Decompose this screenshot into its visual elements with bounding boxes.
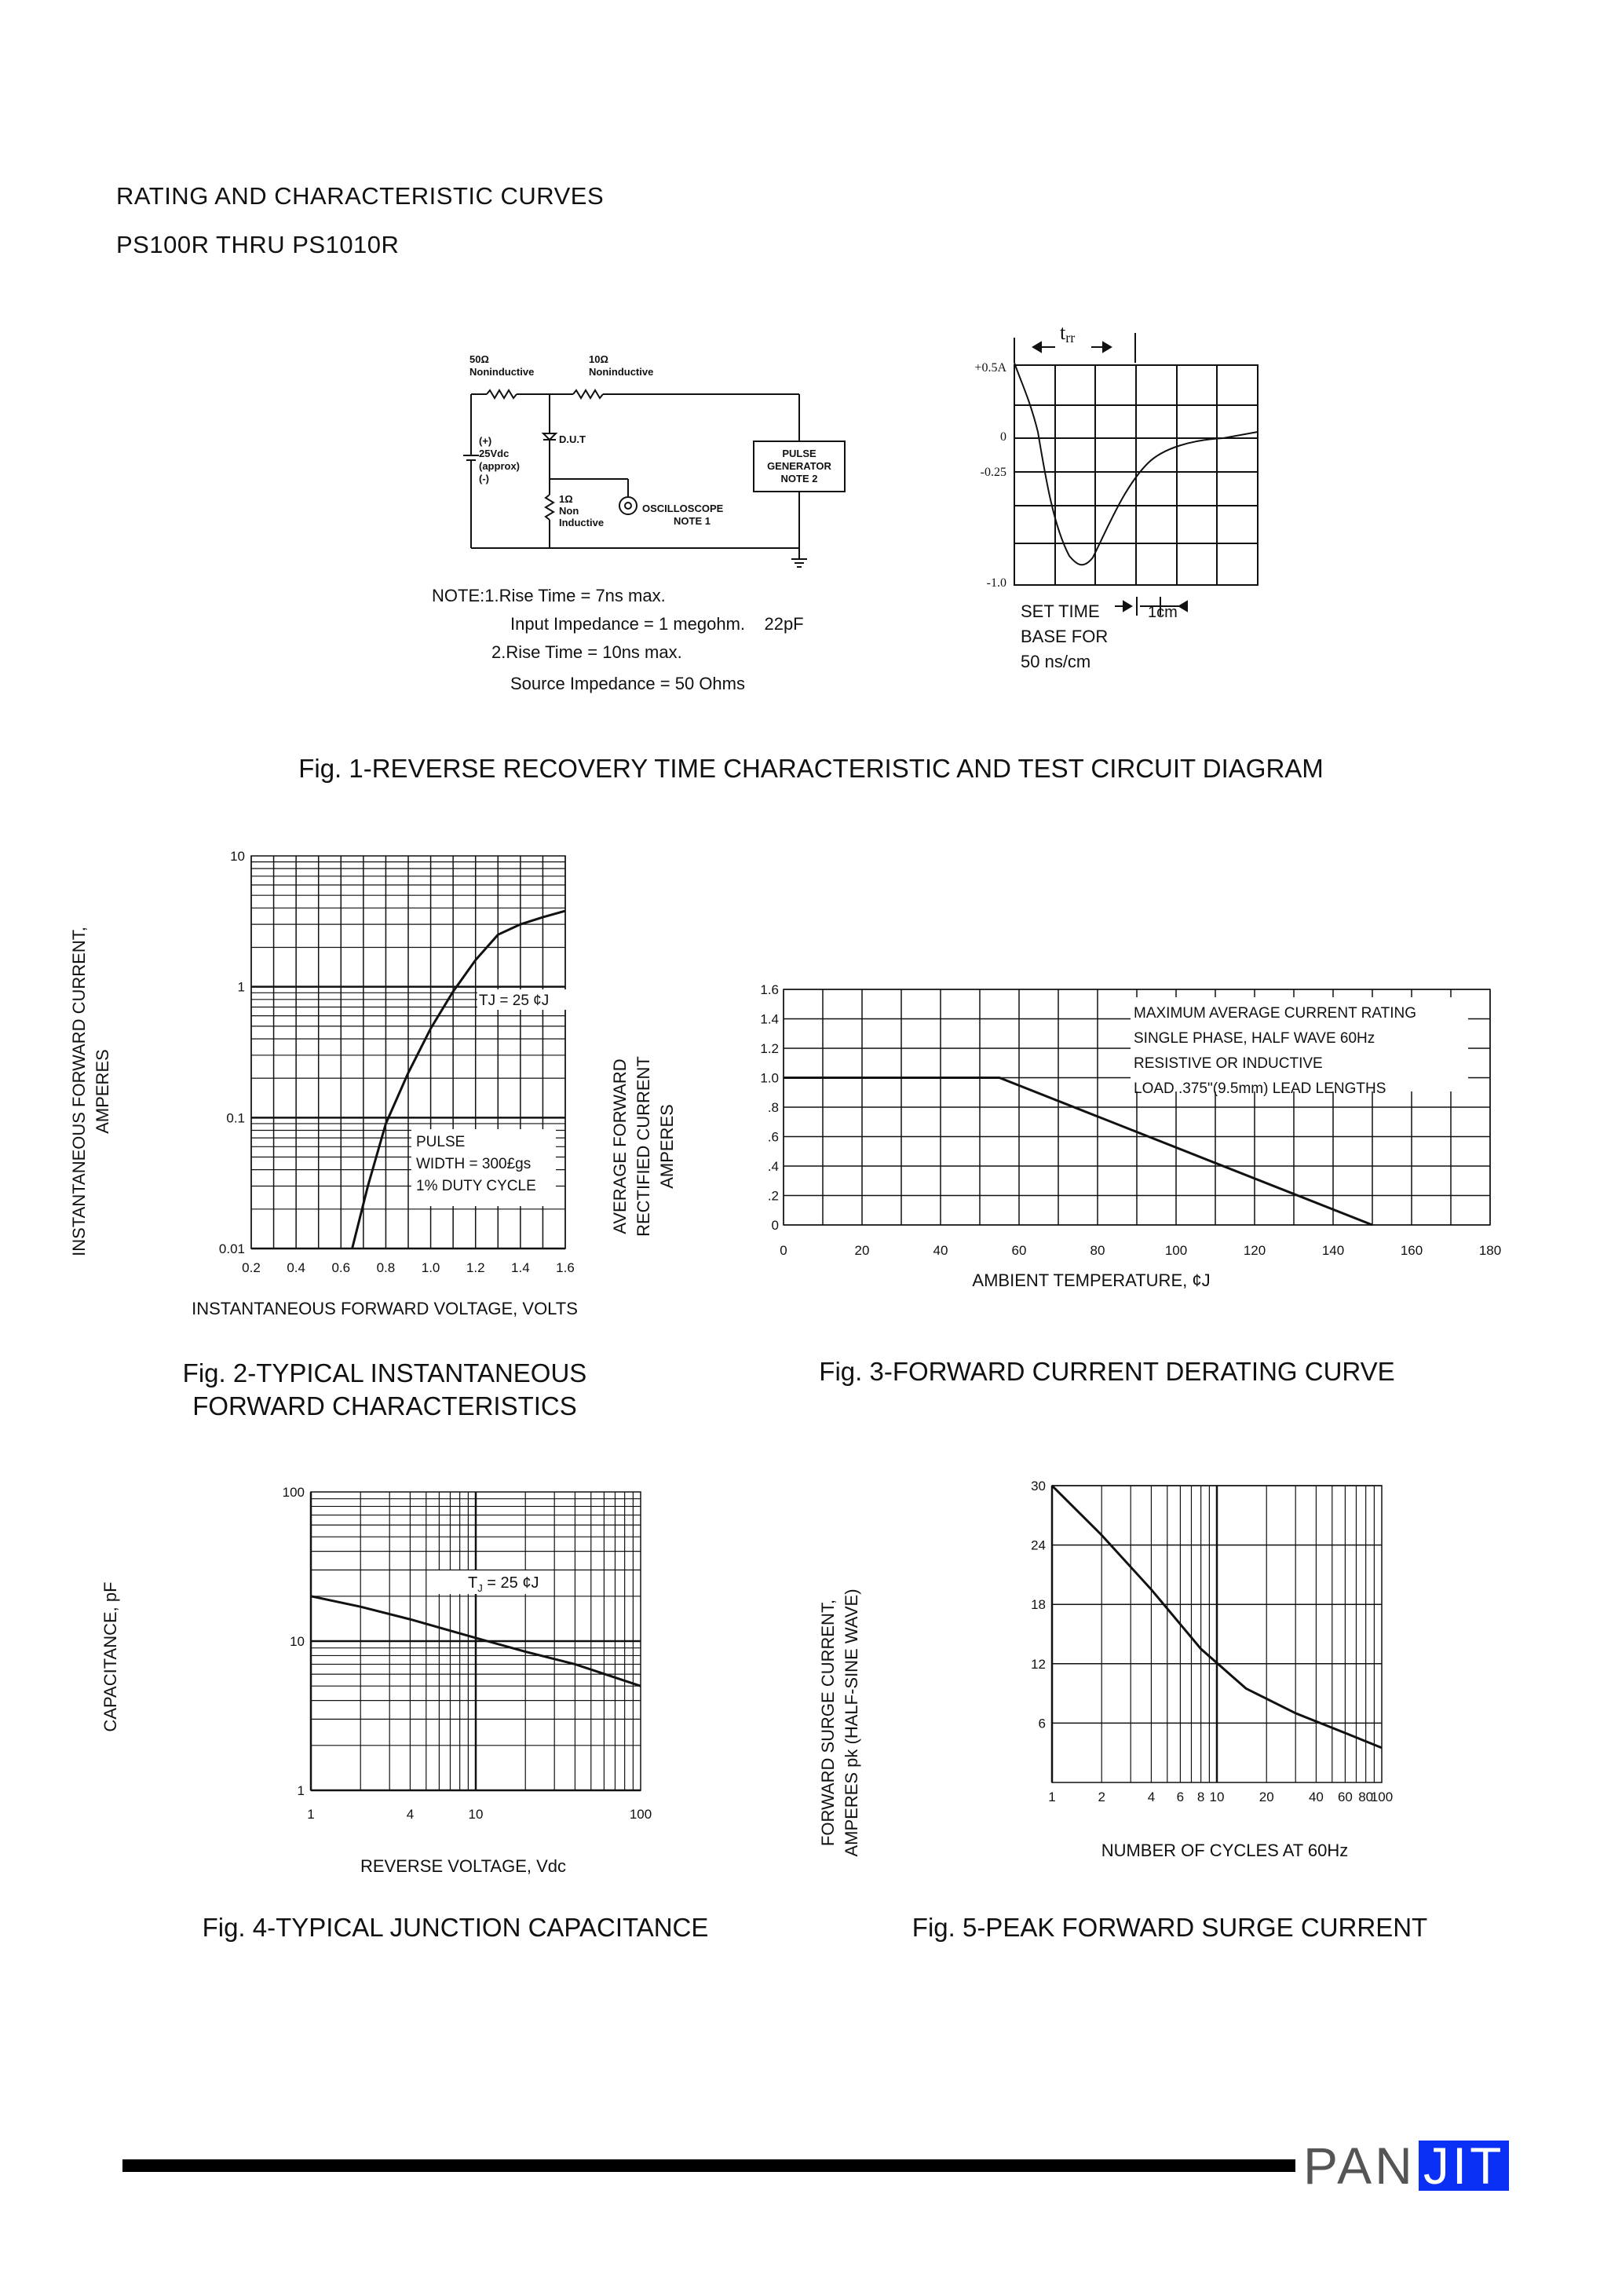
fig1-caption: Fig. 1-REVERSE RECOVERY TIME CHARACTERISTIC AND TEST CIRCUIT DIAGRAM (298, 754, 1324, 783)
supply-minus: (-) (479, 473, 489, 484)
r10-value: 10Ω (589, 353, 608, 365)
reverse-recovery-waveform (958, 314, 1272, 691)
fig3-xlabel: AMBIENT TEMPERATURE, ¢J (972, 1270, 1211, 1290)
wave-ytick-0: 0 (1000, 430, 1006, 444)
fig3-xtick: 100 (1164, 1243, 1188, 1258)
supply-plus: (+) (479, 435, 492, 447)
fig2-annotation-width: WIDTH = 300£gs (416, 1156, 532, 1172)
wave-ytick-025: -0.25 (980, 466, 1006, 479)
note-1b: Input Impedance = 1 megohm. 22pF (510, 614, 804, 634)
fig2-xtick: 0.4 (287, 1260, 305, 1275)
test-circuit-diagram (440, 345, 864, 581)
fig3-annotation-1: MAXIMUM AVERAGE CURRENT RATING (1134, 1005, 1416, 1022)
fig5-xtick: 4 (1147, 1790, 1156, 1804)
fig5-ytick: 6 (1038, 1716, 1046, 1731)
pulse-gen-line2: GENERATOR (767, 460, 831, 472)
fig4-xlabel: REVERSE VOLTAGE, Vdc (360, 1856, 567, 1876)
oscilloscope-label: OSCILLOSCOPE (642, 503, 724, 514)
fig2-annotation-pulse: PULSE (416, 1134, 466, 1150)
fig2-caption: Fig. 2-TYPICAL INSTANTANEOUS FORWARD CHARACTERISTICS (182, 1358, 587, 1420)
r1-value: 1Ω (559, 493, 573, 505)
fig2-annotation-tj: TJ = 25 ¢J (479, 993, 550, 1009)
fig5-xtick: 1 (1048, 1790, 1056, 1804)
fig3-ytick: .6 (767, 1129, 779, 1145)
fig2-ytick: 10 (230, 849, 245, 864)
set-time-label: SET TIME (1021, 601, 1100, 621)
fig5-caption: Fig. 5-PEAK FORWARD SURGE CURRENT (911, 1913, 1428, 1942)
fig3-xtick: 140 (1321, 1243, 1345, 1258)
fig2-ytick: 0.01 (218, 1241, 245, 1256)
pulse-gen-line3: NOTE 2 (780, 473, 818, 484)
fig4-ytick: 1 (297, 1783, 305, 1798)
fig3-ytick: 0 (771, 1218, 779, 1233)
fig4-chart (267, 1468, 675, 1830)
logo-pan: PAN (1303, 2137, 1416, 2195)
fig3-ytick: .4 (767, 1159, 779, 1174)
fig5-xtick: 40 (1308, 1790, 1324, 1804)
fig3-xtick: 0 (780, 1243, 787, 1258)
fig4-ytick: 10 (290, 1634, 305, 1649)
fig4-caption: Fig. 4-TYPICAL JUNCTION CAPACITANCE (202, 1913, 709, 1942)
fig3-xtick: 180 (1478, 1243, 1502, 1258)
pulse-gen-line1: PULSE (782, 448, 816, 459)
fig5-xtick: 10 (1209, 1790, 1225, 1804)
fig2-ytick: 0.1 (226, 1110, 245, 1126)
fig2-annotation-duty: 1% DUTY CYCLE (416, 1178, 536, 1194)
fig5-ytick: 12 (1031, 1656, 1046, 1672)
fig4-ylabel: CAPACITANCE, pF (100, 1581, 120, 1732)
fig5-xlabel: NUMBER OF CYCLES AT 60Hz (1101, 1841, 1349, 1860)
fig3-xtick: 120 (1243, 1243, 1266, 1258)
fig3-chart (738, 974, 1523, 1272)
fig3-xtick: 60 (1011, 1243, 1027, 1258)
fig3-xtick: 20 (854, 1243, 870, 1258)
fig5-ylabel: FORWARD SURGE CURRENT, AMPERES pk (HALF-SINE WAVE) (818, 1589, 861, 1857)
footer-rule (122, 2159, 1295, 2172)
fig5-xtick: 6 (1176, 1790, 1185, 1804)
panjit-logo (1303, 2137, 1509, 2194)
header-title: RATING AND CHARACTERISTIC CURVES (116, 182, 605, 210)
note-2b: Source Impedance = 50 Ohms (510, 674, 745, 693)
wave-ytick-10: -1.0 (986, 576, 1006, 590)
fig5-ytick: 18 (1031, 1597, 1046, 1613)
r50-value: 50Ω (469, 353, 489, 365)
fig3-series-line (784, 1078, 1372, 1226)
note-2: 2.Rise Time = 10ns max. (491, 642, 682, 662)
fig5-xtick: 2 (1098, 1790, 1105, 1804)
fig4-annotation-tj: $T_J = 25$ ¢J (468, 1574, 539, 1594)
fig3-ytick: 1.2 (760, 1041, 779, 1056)
fig2-ytick: 1 (237, 979, 245, 995)
fig3-xtick: 40 (933, 1243, 948, 1258)
dut-label: D.U.T (559, 433, 586, 445)
fig3-xtick: 160 (1400, 1243, 1423, 1258)
r1-non: Non (559, 505, 579, 517)
supply-voltage: 25Vdc (479, 448, 510, 459)
fig5-ytick: 24 (1031, 1537, 1046, 1553)
fig3-annotation-4: LOAD .375"(9.5mm) LEAD LENGTHS (1134, 1080, 1386, 1097)
wave-ytick-05: +0.5A (974, 361, 1006, 375)
fig5-xtick: 80 (1358, 1790, 1374, 1804)
fig5-chart (1005, 1468, 1413, 1814)
fig2-xtick: 0.8 (376, 1260, 396, 1275)
header-part-range: PS100R THRU PS1010R (116, 231, 400, 258)
fig2-xtick: 0.6 (331, 1260, 351, 1275)
fig4-xtick: 4 (406, 1807, 415, 1822)
supply-approx: (approx) (479, 460, 520, 472)
fig4-ytick: 100 (282, 1485, 305, 1500)
fig2-xtick: 1.6 (556, 1260, 575, 1275)
fig3-caption: Fig. 3-FORWARD CURRENT DERATING CURVE (819, 1357, 1395, 1386)
cm-label: 1cm (1148, 604, 1178, 621)
fig3-ylabel: AVERAGE FORWARD RECTIFIED CURRENT AMPERES (610, 1056, 677, 1237)
fig5-xtick: 8 (1196, 1790, 1205, 1804)
fig3-xtick: 80 (1090, 1243, 1105, 1258)
fig5-xtick: 60 (1337, 1790, 1353, 1804)
fig5-ytick: 30 (1031, 1479, 1046, 1493)
fig2-xtick: 1.4 (511, 1260, 530, 1275)
fig4-xtick: 10 (468, 1807, 484, 1822)
fig2-ylabel: INSTANTANEOUS FORWARD CURRENT, AMPERES (69, 927, 112, 1256)
note-1: NOTE:1.Rise Time = 7ns max. (432, 586, 666, 605)
trr-label: trr (1060, 321, 1076, 345)
fig3-ytick: .8 (767, 1100, 779, 1115)
fig3-annotation-2: SINGLE PHASE, HALF WAVE 60Hz (1134, 1030, 1375, 1047)
fig2-xtick: 1.2 (466, 1260, 485, 1275)
fig3-ytick: .2 (767, 1188, 779, 1204)
logo-jit: JIT (1419, 2141, 1510, 2191)
fig5-xtick: 100 (1370, 1790, 1394, 1804)
fig3-annotation-3: RESISTIVE OR INDUCTIVE (1134, 1055, 1323, 1072)
fig3-ytick: 1.6 (760, 982, 779, 997)
fig4-xtick: 100 (629, 1807, 652, 1822)
fig2-xlabel: INSTANTANEOUS FORWARD VOLTAGE, VOLTS (192, 1299, 578, 1318)
r10-desc: Noninductive (589, 366, 654, 378)
r1-inductive: Inductive (559, 517, 605, 528)
fig2-chart (149, 832, 652, 1319)
ns-per-cm-label: 50 ns/cm (1021, 652, 1091, 671)
oscilloscope-note: NOTE 1 (674, 515, 711, 527)
fig2-xtick: 1.0 (421, 1260, 440, 1275)
fig2-xtick: 0.2 (242, 1260, 261, 1275)
base-for-label: BASE FOR (1021, 627, 1109, 646)
fig4-xtick: 1 (307, 1807, 315, 1822)
fig5-xtick: 20 (1259, 1790, 1274, 1804)
fig3-ytick: 1.4 (760, 1011, 779, 1027)
fig3-ytick: 1.0 (760, 1070, 779, 1086)
r50-desc: Noninductive (469, 366, 535, 378)
